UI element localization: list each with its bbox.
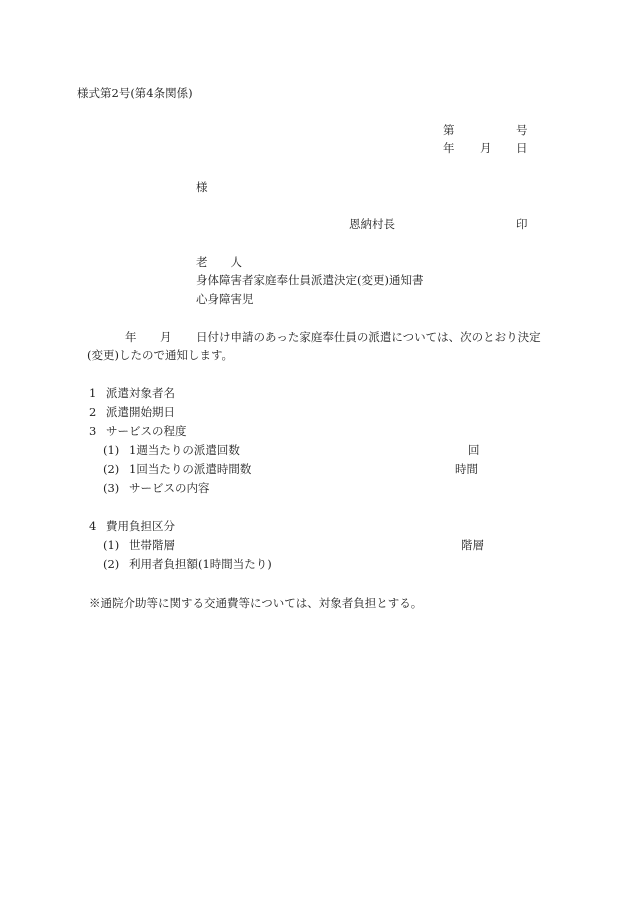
- body-line-1: 日付け申請のあった家庭奉仕員の派遣については、次のとおり決定: [196, 330, 541, 344]
- date-month: 月: [480, 141, 492, 155]
- service-sub-1-number: (1): [103, 443, 120, 457]
- cost-sub-2-label: 利用者負担額(1時間当たり): [129, 557, 272, 571]
- body-year: 年: [125, 330, 137, 344]
- number-suffix: 号: [516, 123, 528, 137]
- addressee-suffix: 様: [196, 180, 208, 194]
- item-2-number: 2: [89, 405, 97, 419]
- note-text: ※通院介助等に関する交通費等については、対象者負担とする。: [89, 596, 423, 610]
- item-3-number: 3: [89, 424, 97, 438]
- service-sub-3-number: (3): [103, 481, 120, 495]
- cost-sub-1-number: (1): [103, 538, 120, 552]
- number-prefix: 第: [443, 123, 455, 137]
- service-sub-1-unit: 回: [468, 443, 480, 457]
- item-3-label: サービスの程度: [106, 424, 187, 438]
- cost-sub-2-number: (2): [103, 557, 120, 571]
- cost-sub-1-label: 世帯階層: [129, 538, 175, 552]
- service-sub-2-unit: 時間: [455, 462, 478, 476]
- title-line-elderly: 老 人: [196, 255, 242, 269]
- body-line-2: (変更)したので通知します。: [87, 348, 234, 362]
- service-sub-3-label: サービスの内容: [129, 481, 210, 495]
- item-1-label: 派遣対象者名: [106, 386, 175, 400]
- date-year: 年: [443, 141, 455, 155]
- issuer-seal: 印: [516, 217, 528, 231]
- item-4-label: 費用負担区分: [106, 519, 175, 533]
- form-label: 様式第2号(第4条関係): [77, 86, 193, 100]
- body-month: 月: [160, 330, 172, 344]
- item-2-label: 派遣開始期日: [106, 405, 175, 419]
- title-line-main: 身体障害者家庭奉仕員派遣決定(変更)通知書: [196, 273, 424, 287]
- item-4-number: 4: [89, 519, 97, 533]
- date-day: 日: [516, 141, 528, 155]
- title-line-child: 心身障害児: [196, 292, 254, 306]
- service-sub-2-number: (2): [103, 462, 120, 476]
- cost-sub-1-unit: 階層: [461, 538, 484, 552]
- service-sub-2-label: 1回当たりの派遣時間数: [129, 462, 252, 476]
- issuer-name: 恩納村長: [349, 217, 395, 231]
- service-sub-1-label: 1週当たりの派遣回数: [129, 443, 240, 457]
- item-1-number: 1: [89, 386, 97, 400]
